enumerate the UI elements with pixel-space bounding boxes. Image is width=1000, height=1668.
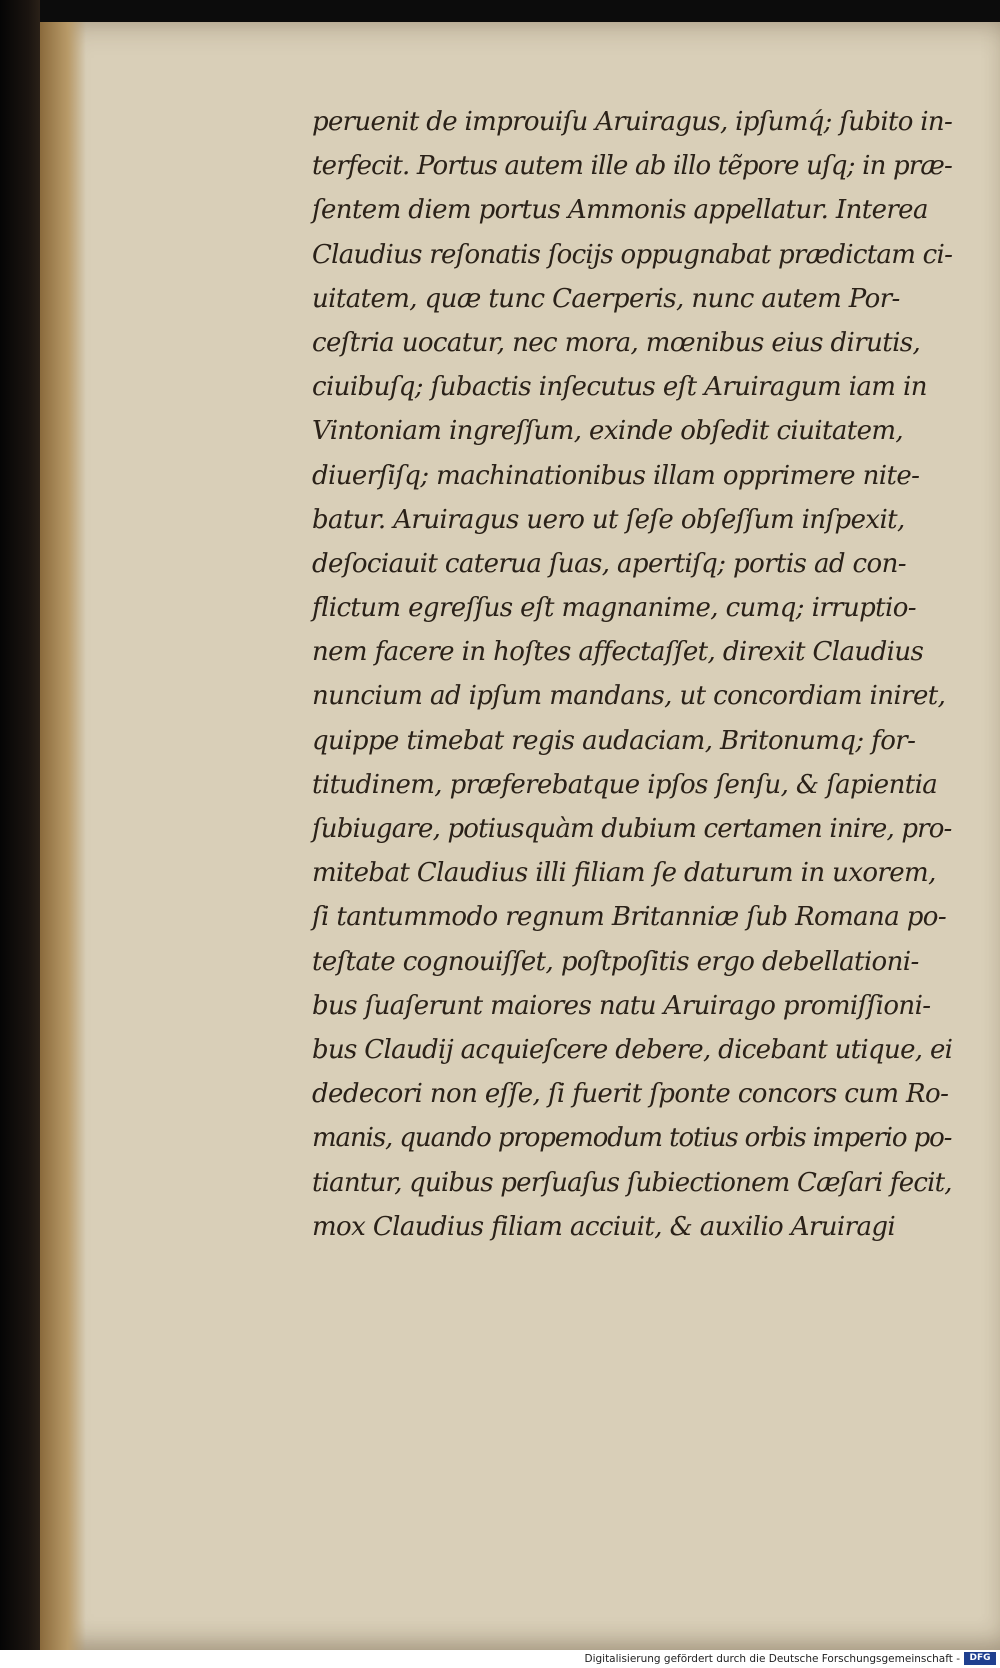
page-gutter-shadow (40, 22, 86, 1650)
book-spine (0, 0, 40, 1650)
text-line: nem facere in hoſtes affectaſſet, direxit Claudius (312, 637, 924, 668)
text-line: manis, quando propemodum totius orbis imperio po- (312, 1123, 952, 1154)
text-line: tiantur, quibus perſuaſus ſubiectionem Cæſari fecit, (312, 1167, 952, 1198)
latin-text-block (312, 100, 952, 1249)
text-line: nuncium ad ipſum mandans, ut concordiam iniret, (312, 681, 946, 712)
text-line: uitatem, quæ tunc Caerperis, nunc autem Por- (312, 283, 900, 314)
text-line: peruenit de improuiſu Aruiragus, ipſumq́; ſubito in- (312, 107, 953, 137)
text-line: mitebat Claudius illi filiam ſe daturum in uxorem, (312, 858, 936, 889)
text-line: mox Claudius filiam acciuit, & auxilio Aruiragi (312, 1211, 896, 1242)
text-line: Claudius reſonatis ſocijs oppugnabat prædictam ci- (312, 239, 953, 270)
text-line: ſentem diem portus Ammonis appellatur. Interea (312, 195, 928, 226)
text-line: ciuibuſq; ſubactis inſecutus eſt Aruiragum iam in (312, 372, 927, 403)
text-line: diuerſiſq; machinationibus illam opprimere nite- (312, 460, 920, 491)
text-line: teſtate cognouiſſet, poſtpoſitis ergo debellationi- (312, 946, 919, 977)
text-line: quippe timebat regis audaciam, Britonumq; for- (312, 725, 916, 756)
text-line: batur. Aruiragus uero ut ſeſe obſeſſum inſpexit, (312, 504, 905, 535)
text-line: bus Claudij acquieſcere debere, dicebant utique, ei (312, 1034, 953, 1065)
text-line: titudinem, præferebatque ipſos ſenſu, & ſapientia (312, 769, 938, 800)
dfg-logo-icon: DFG (964, 1652, 996, 1665)
text-line: ſubiugare, potiusquàm dubium certamen inire, pro- (312, 814, 952, 844)
attribution-footer (0, 1650, 1000, 1668)
funding-credit: Digitalisierung gefördert durch die Deutsche Forschungsgemeinschaft - (584, 1653, 960, 1665)
text-line: terfecit. Portus autem ille ab illo tẽpore uſq; in præ- (312, 151, 952, 182)
text-line: dedecori non eſſe, ſi fuerit ſponte concors cum Ro- (312, 1079, 949, 1110)
text-line: ceſtria uocatur, nec mora, mœnibus eius dirutis, (312, 327, 921, 358)
text-line: ſi tantummodo regnum Britanniæ ſub Romana po- (312, 902, 947, 933)
text-line: bus ſuaſerunt maiores natu Aruirago promiſſioni- (312, 990, 931, 1021)
text-line: flictum egreſſus eſt magnanime, cumq; irruptio- (312, 593, 916, 624)
text-line: Vintoniam ingreſſum, exinde obſedit ciuitatem, (312, 416, 904, 447)
text-line: deſociauit caterua ſuas, apertiſq; portis ad con- (312, 548, 906, 579)
